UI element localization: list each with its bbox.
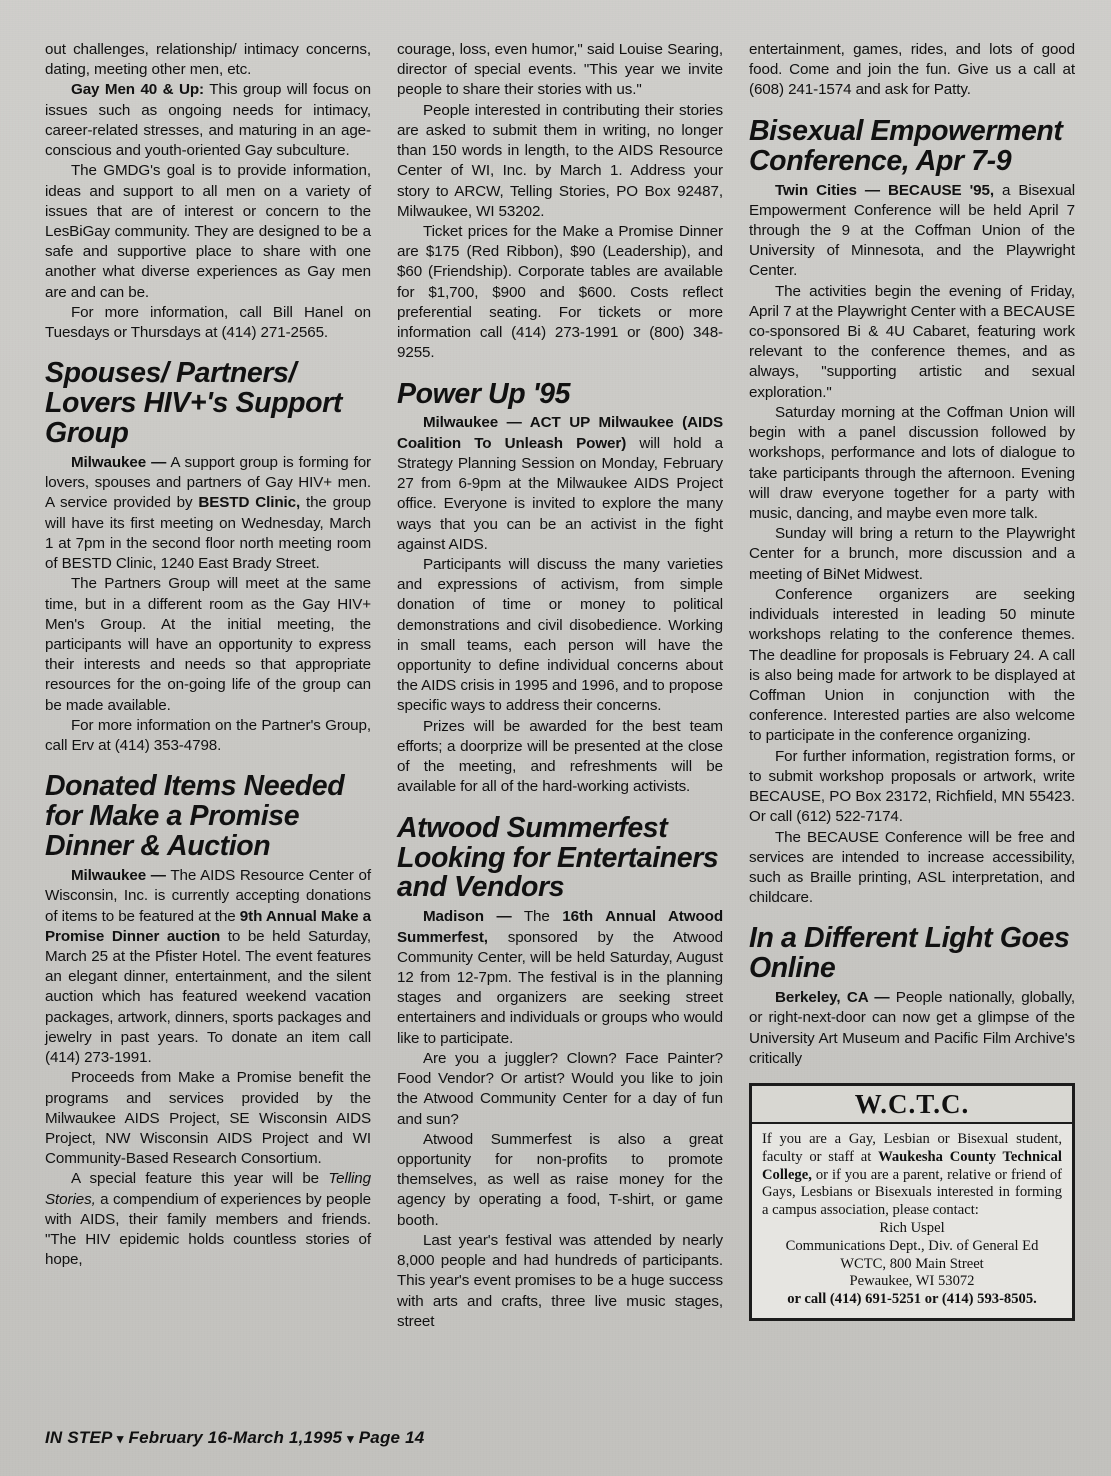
paragraph (45, 80, 371, 161)
paragraph (749, 181, 1075, 282)
paragraph (45, 866, 371, 1068)
page-footer (45, 1428, 424, 1448)
ad-title: W.C.T.C. (752, 1086, 1072, 1124)
footer-separator: ▾ (347, 1431, 354, 1446)
ad-text: or if you are a parent, relative or friend of Gays, Lesbians or Bisexuals interested in forming a campus association, please contact: (762, 1166, 1062, 1219)
ad-body (752, 1124, 1072, 1318)
ad-contact-city: Pewaukee, WI 53072 (849, 1273, 975, 1290)
paragraph (45, 1169, 371, 1270)
paragraph (749, 988, 1075, 1069)
dateline: Twin Cities — BECAUSE '95, (775, 181, 994, 199)
paragraph-text: the group will have its first meeting on Wednesday, March 1 at 7pm in the second floor north meeting room of BESTD Clinic, 1240 East Brady Street. (45, 494, 371, 573)
paragraph: Atwood Summerfest is also a great opportunity for non-profits to promote themselves, as well as raise money for the agency by operating a food, T-shirt, or game booth. (397, 1130, 723, 1229)
paragraph: The GMDG's goal is to provide information, ideas and support to all men on a variety of issues that are of interest or concern to the LesBiGay community. They are designed to be a safe and supportive place to share with one another what diverse experiences as Gay men are and can be. (45, 162, 371, 301)
column-middle (397, 40, 723, 1332)
emphasis: (AIDS Coalition To Unleash Power) (397, 414, 723, 452)
paragraph-text: will hold a Strategy Planning Session on Monday, February 27 from 6-9pm at the Milwaukee AIDS Project office. Everyone is invited to explore the many ways that you can be an activist in the fight against AIDS. (397, 434, 723, 553)
dateline: Madison — (423, 908, 512, 926)
paragraph-text: The AIDS Resource Center of Wisconsin, Inc. is currently accepting donations of items to be featured at the (45, 867, 371, 925)
emphasis: 16th Annual Atwood Summerfest, (397, 908, 724, 946)
paragraph: The BECAUSE Conference will be free and services are intended to increase accessibility, such as Braille printing, ASL interpretation, and childcare. (749, 828, 1075, 907)
paragraph: out challenges, relationship/ intimacy concerns, dating, meeting other men, etc. (45, 41, 371, 79)
footer-separator: ▾ (116, 1431, 124, 1446)
advertisement-wctc[interactable] (749, 1083, 1075, 1321)
footer-page-number: Page 14 (358, 1428, 425, 1447)
dateline: Milwaukee — (71, 454, 167, 472)
paragraph-text: A special feature this year will be (71, 1170, 329, 1188)
paragraph: Sunday will bring a return to the Playwright Center for a brunch, more discussion and a meeting of BiNet Midwest. (749, 525, 1075, 583)
ad-contact-dept: Communications Dept., Div. of General Ed (785, 1237, 1039, 1254)
paragraph: Proceeds from Make a Promise benefit the programs and services provided by the Milwaukee AIDS Project, SE Wisconsin AIDS Project, NW Wisconsin AIDS Project and WI Community-Based Research Consortium. (45, 1069, 371, 1168)
paragraph-text: to be held Saturday, March 25 at the Pfister Hotel. The event features an elegant dinner, entertainment, and the silent auction which has featured weekend vacation packages, artwork, dinners, sports packages and jewelry in past years. To donate an item call (414) 273-1991. (45, 927, 371, 1067)
ad-text: If you are a Gay, Lesbian or Bisexual student, faculty or staff at (762, 1131, 1062, 1165)
emphasis: BESTD Clinic, (198, 494, 301, 512)
paragraph: Last year's festival was attended by nearly 8,000 people and had hundreds of participants. This year's event promises to be a huge success with arts and crafts, three live music stages, street (397, 1231, 723, 1330)
paragraph: Ticket prices for the Make a Promise Dinner are $175 (Red Ribbon), $90 (Leadership), and $60 (Friendship). Corporate tables are available for $1,700, $900 and $600. Costs reflect preferential seating. For tickets or more information call (414) 273-1991 or (800) 348-9255. (397, 222, 723, 362)
paragraph: The activities begin the evening of Friday, April 7 at the Playwright Center with a BECAUSE co-sponsored Bi & 4U Cabaret, featuring work relevant to the conference themes, and as always, "supporting artistic and sexual exploration." (749, 282, 1075, 401)
article-headline: Atwood Summerfest Looking for Entertainers and Vendors (397, 811, 719, 904)
paragraph (397, 907, 723, 1049)
article-headline: Power Up '95 (397, 377, 571, 410)
article-headline: Bisexual Empowerment Conference, Apr 7-9 (749, 114, 1063, 177)
dateline: Milwaukee — ACT UP Milwaukee (423, 414, 674, 432)
paragraph-text: This group will focus on issues such as ongoing needs for intimacy, career-related stresses, and maturing in an age-conscious and youth-oriented Gay subculture. (45, 81, 371, 160)
paragraph: courage, loss, even humor," said Louise Searing, director of special events. "This year we invite people to share their stories with us." (397, 41, 723, 99)
dateline: Berkeley, CA — (775, 989, 890, 1007)
paragraph (397, 413, 723, 555)
footer-date: February 16-March 1,1995 (128, 1428, 343, 1447)
article-headline: Donated Items Needed for Make a Promise Dinner & Auction (45, 770, 345, 863)
ad-contact-name: Rich Uspel (879, 1220, 945, 1237)
article-columns (45, 40, 1075, 1332)
article-headline: In a Different Light Goes Online (749, 922, 1070, 985)
lead-in: Gay Men 40 & Up: (71, 81, 204, 99)
paragraph: People interested in contributing their stories are asked to submit them in writing, no longer than 150 words in length, to the AIDS Resource Center of WI, Inc. by March 1. Address your story to ARCW, Telling Stories, PO Box 92487, Milwaukee, WI 53202. (397, 101, 723, 220)
article-headline: Spouses/ Partners/ Lovers HIV+'s Support Group (45, 357, 342, 450)
paragraph-text: A support group is forming for lovers, spouses and partners of Gay HIV+ men. A service provided by (45, 454, 371, 512)
dateline: Milwaukee — (71, 867, 166, 885)
paragraph: Participants will discuss the many varieties and expressions of activism, from simple donation of time or money to political demonstrations and civil disobedience. Working in small teams, each person will have the opportunity to define individual concerns about the AIDS crisis in 1995 and 1996, and to propose specific ways to address their concerns. (397, 555, 723, 715)
column-left (45, 40, 371, 1332)
paragraph: Prizes will be awarded for the best team efforts; a doorprize will be presented at the close of the meeting, and refreshments will be available for all of the hard-working activists. (397, 717, 723, 796)
footer-publication: IN STEP (45, 1428, 112, 1447)
paragraph: Saturday morning at the Coffman Union will begin with a panel discussion followed by workshops, performance and lots of dialogue to take participants through the afternoon. Evening will draw everyone together for a party with music, dancing, and maybe even more talk. (749, 403, 1075, 522)
paragraph: For further information, registration forms, or to submit workshop proposals or artwork, write BECAUSE, PO Box 23172, Richfield, MN 55423. Or call (612) 522-7174. (749, 747, 1075, 826)
column-right (749, 40, 1075, 1332)
paragraph: Conference organizers are seeking individuals interested in leading 50 minute workshops relating to the conference themes. The deadline for proposals is February 24. A call is also being made for artwork to be displayed at Coffman Union in conjunction with the conference. Interested parties are also welcome to participate in the conference organizing. (749, 585, 1075, 745)
paragraph-text: a Bisexual Empowerment Conference will be held April 7 through the 9 at the Coffman Union of the University of Minnesota, and the Playwright Center. (749, 181, 1075, 280)
paragraph-text: a compendium of experiences by people with AIDS, their family members and friends. "The HIV epidemic holds countless stories of hope, (45, 1190, 371, 1269)
paragraph-text: sponsored by the Atwood Community Center, will be held Saturday, August 12 from 12-7pm. The festival is in the planning stages and organizers are seeking street entertainers and individuals or groups who would like to participate. (397, 928, 723, 1047)
ad-contact-phone: or call (414) 691-5251 or (414) 593-8505. (787, 1291, 1037, 1308)
italic-title: Telling Stories, (45, 1170, 371, 1208)
emphasis: 9th Annual Make a Promise Dinner auction (45, 907, 371, 945)
paragraph: For more information on the Partner's Group, call Erv at (414) 353-4798. (45, 716, 371, 755)
paragraph (45, 453, 371, 574)
paragraph-text: People nationally, globally, or right-next-door can now get a glimpse of the University Art Museum and Pacific Film Archive's critically (749, 989, 1075, 1067)
paragraph: For more information, call Bill Hanel on Tuesdays or Thursdays at (414) 271-2565. (45, 303, 371, 342)
ad-contact-org: WCTC, 800 Main Street (840, 1255, 984, 1272)
paragraph-text: The (511, 908, 563, 926)
paragraph: Are you a juggler? Clown? Face Painter? Food Vendor? Or artist? Would you like to join the Atwood Community Center for a day of fun and sun? (397, 1049, 723, 1128)
ad-college-name: Waukesha County Technical College, (762, 1148, 1062, 1183)
paragraph: The Partners Group will meet at the same time, but in a different room as the Gay HIV+ Men's Group. At the initial meeting, the participants will have an opportunity to express their interests and needs so that appropriate resources for the on-going life of the group can be made available. (45, 575, 371, 714)
paragraph: entertainment, games, rides, and lots of good food. Come and join the fun. Give us a call at (608) 241-1574 and ask for Patty. (749, 41, 1075, 99)
